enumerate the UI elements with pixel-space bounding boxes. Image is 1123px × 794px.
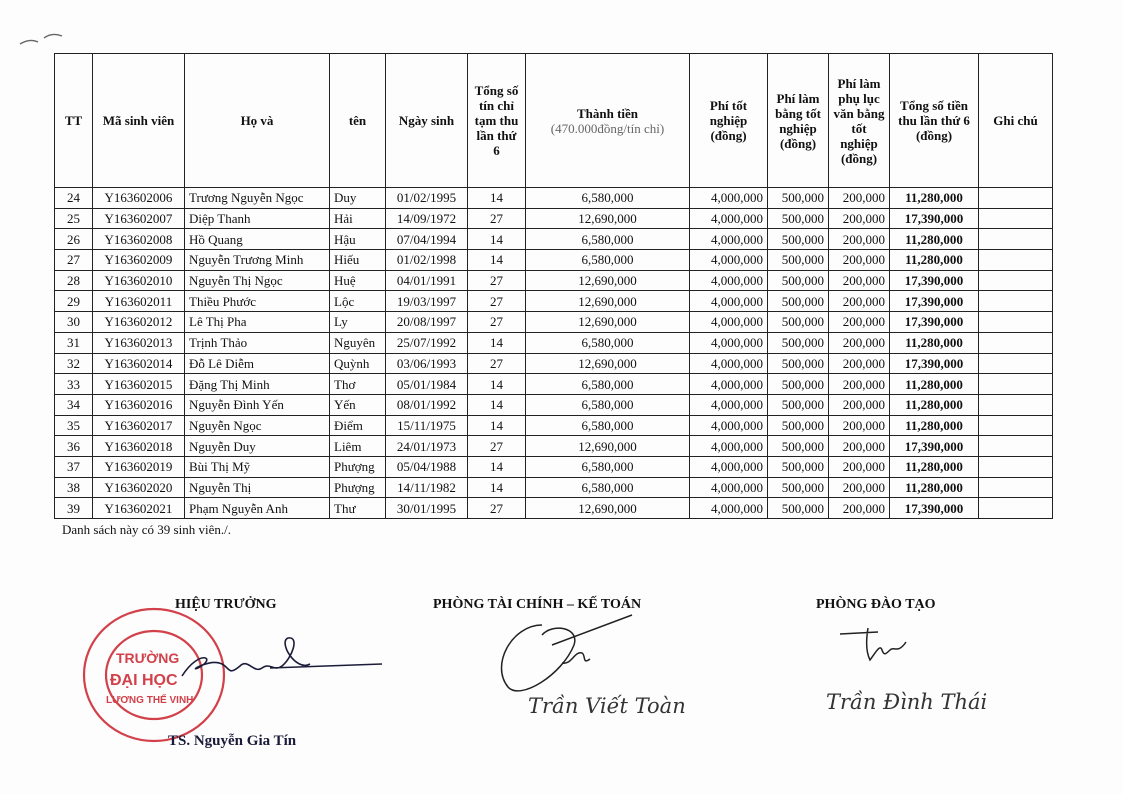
cell-credits: 27 [468,498,526,519]
cell-surname: Hồ Quang [185,229,330,250]
cell-note [979,250,1053,271]
cell-credits: 14 [468,477,526,498]
cell-diploma-fee: 500,000 [768,332,829,353]
cell-credits: 27 [468,208,526,229]
cell-total: 11,280,000 [890,415,979,436]
table-row [55,188,1053,209]
table-row [55,229,1053,250]
cell-given-name: Phượng [330,456,386,477]
table-row [55,208,1053,229]
table-row [55,312,1053,333]
header-total: Tổng số tiền thu lần thứ 6 (đồng) [890,54,979,188]
cell-birth-date: 07/04/1994 [386,229,468,250]
cell-total: 11,280,000 [890,250,979,271]
cell-total: 11,280,000 [890,477,979,498]
cell-credits: 14 [468,374,526,395]
cell-total: 11,280,000 [890,332,979,353]
cell-graduation-fee: 4,000,000 [690,353,768,374]
cell-diploma-fee: 500,000 [768,312,829,333]
cell-credits: 14 [468,250,526,271]
header-birth-date: Ngày sinh [386,54,468,188]
cell-note [979,229,1053,250]
cell-graduation-fee: 4,000,000 [690,332,768,353]
table-row [55,415,1053,436]
cell-diploma-fee: 500,000 [768,374,829,395]
cell-appendix-fee: 200,000 [829,332,890,353]
cell-note [979,394,1053,415]
cell-tt: 39 [55,498,93,519]
cell-appendix-fee: 200,000 [829,353,890,374]
cell-surname: Nguyễn Duy [185,436,330,457]
principal-name: TS. Nguyễn Gia Tín [168,733,297,749]
cell-note [979,374,1053,395]
cell-diploma-fee: 500,000 [768,477,829,498]
stamp-text-top: TRƯỜNG [116,650,180,666]
cell-tt: 34 [55,394,93,415]
cell-total: 17,390,000 [890,436,979,457]
stamp-text-mid: ĐẠI HỌC [110,672,178,689]
table-row [55,374,1053,395]
cell-student-id: Y163602020 [93,477,185,498]
cell-given-name: Hiếu [330,250,386,271]
cell-given-name: Hậu [330,229,386,250]
cell-surname: Nguyễn Thị Ngọc [185,270,330,291]
cell-birth-date: 24/01/1973 [386,436,468,457]
header-amount [526,54,690,188]
table-row [55,498,1053,519]
cell-birth-date: 14/11/1982 [386,477,468,498]
cell-student-id: Y163602007 [93,208,185,229]
cell-diploma-fee: 500,000 [768,498,829,519]
training-dept-title: PHÒNG ĐÀO TẠO [816,597,936,612]
cell-amount: 6,580,000 [526,229,690,250]
table-row [55,250,1053,271]
cell-surname: Nguyễn Trương Minh [185,250,330,271]
cell-birth-date: 01/02/1995 [386,188,468,209]
cell-student-id: Y163602019 [93,456,185,477]
cell-student-id: Y163602011 [93,291,185,312]
cell-credits: 14 [468,188,526,209]
cell-graduation-fee: 4,000,000 [690,415,768,436]
cell-total: 11,280,000 [890,374,979,395]
cell-graduation-fee: 4,000,000 [690,456,768,477]
cell-student-id: Y163602009 [93,250,185,271]
cell-student-id: Y163602017 [93,415,185,436]
cell-graduation-fee: 4,000,000 [690,229,768,250]
cell-tt: 32 [55,353,93,374]
cell-graduation-fee: 4,000,000 [690,477,768,498]
cell-given-name: Thơ [330,374,386,395]
cell-amount: 6,580,000 [526,188,690,209]
cell-total: 17,390,000 [890,291,979,312]
cell-student-id: Y163602010 [93,270,185,291]
cell-student-id: Y163602013 [93,332,185,353]
cell-given-name: Liêm [330,436,386,457]
cell-diploma-fee: 500,000 [768,291,829,312]
cell-note [979,456,1053,477]
cell-diploma-fee: 500,000 [768,188,829,209]
cell-tt: 30 [55,312,93,333]
finance-signature [482,605,652,705]
cell-total: 17,390,000 [890,353,979,374]
table-row [55,436,1053,457]
header-diploma-fee: Phí làm bằng tốt nghiệp (đồng) [768,54,829,188]
header-amount-rate: (470.000đồng/tín chỉ) [550,120,665,136]
cell-birth-date: 30/01/1995 [386,498,468,519]
cell-tt: 27 [55,250,93,271]
cell-graduation-fee: 4,000,000 [690,436,768,457]
cell-amount: 6,580,000 [526,332,690,353]
cell-credits: 14 [468,229,526,250]
cell-surname: Bùi Thị Mỹ [185,456,330,477]
cell-appendix-fee: 200,000 [829,208,890,229]
cell-student-id: Y163602015 [93,374,185,395]
cell-amount: 12,690,000 [526,436,690,457]
cell-appendix-fee: 200,000 [829,250,890,271]
cell-birth-date: 03/06/1993 [386,353,468,374]
cell-birth-date: 15/11/1975 [386,415,468,436]
cell-appendix-fee: 200,000 [829,415,890,436]
cell-tt: 38 [55,477,93,498]
cell-given-name: Duy [330,188,386,209]
cell-graduation-fee: 4,000,000 [690,394,768,415]
cell-surname: Diệp Thanh [185,208,330,229]
table-row [55,332,1053,353]
header-tt: TT [55,54,93,188]
cell-note [979,498,1053,519]
cell-graduation-fee: 4,000,000 [690,291,768,312]
scan-mark [18,30,68,50]
cell-given-name: Yến [330,394,386,415]
finance-handwritten-name: Trần Viết Toàn [528,694,686,718]
cell-appendix-fee: 200,000 [829,477,890,498]
cell-graduation-fee: 4,000,000 [690,188,768,209]
cell-appendix-fee: 200,000 [829,270,890,291]
cell-birth-date: 05/04/1988 [386,456,468,477]
cell-amount: 12,690,000 [526,291,690,312]
cell-surname: Nguyễn Thị [185,477,330,498]
header-credits: Tổng số tín chỉ tạm thu lần thứ 6 [468,54,526,188]
cell-student-id: Y163602021 [93,498,185,519]
cell-graduation-fee: 4,000,000 [690,374,768,395]
cell-appendix-fee: 200,000 [829,374,890,395]
cell-student-id: Y163602012 [93,312,185,333]
cell-appendix-fee: 200,000 [829,498,890,519]
cell-amount: 6,580,000 [526,477,690,498]
cell-tt: 37 [55,456,93,477]
cell-appendix-fee: 200,000 [829,229,890,250]
cell-birth-date: 05/01/1984 [386,374,468,395]
stamp-text-bottom: LƯƠNG THẾ VINH [106,695,194,706]
training-signature [836,620,926,665]
cell-given-name: Thư [330,498,386,519]
cell-note [979,332,1053,353]
cell-student-id: Y163602008 [93,229,185,250]
cell-given-name: Hải [330,208,386,229]
table-row [55,291,1053,312]
cell-tt: 36 [55,436,93,457]
cell-tt: 33 [55,374,93,395]
cell-amount: 6,580,000 [526,456,690,477]
cell-student-id: Y163602014 [93,353,185,374]
cell-surname: Phạm Nguyễn Anh [185,498,330,519]
cell-graduation-fee: 4,000,000 [690,498,768,519]
cell-note [979,270,1053,291]
cell-tt: 29 [55,291,93,312]
cell-appendix-fee: 200,000 [829,188,890,209]
cell-note [979,291,1053,312]
cell-tt: 28 [55,270,93,291]
cell-total: 11,280,000 [890,456,979,477]
cell-given-name: Ly [330,312,386,333]
table-row [55,394,1053,415]
cell-credits: 27 [468,436,526,457]
cell-given-name: Huệ [330,270,386,291]
footer-note: Danh sách này có 39 sinh viên./. [62,522,231,537]
cell-appendix-fee: 200,000 [829,291,890,312]
cell-note [979,208,1053,229]
cell-credits: 27 [468,291,526,312]
principal-title: HIỆU TRƯỞNG [175,597,277,612]
cell-amount: 6,580,000 [526,394,690,415]
header-note: Ghi chú [979,54,1053,188]
cell-total: 17,390,000 [890,498,979,519]
cell-diploma-fee: 500,000 [768,229,829,250]
cell-credits: 27 [468,270,526,291]
cell-birth-date: 25/07/1992 [386,332,468,353]
cell-note [979,415,1053,436]
cell-amount: 12,690,000 [526,312,690,333]
cell-birth-date: 19/03/1997 [386,291,468,312]
cell-credits: 14 [468,415,526,436]
cell-given-name: Điểm [330,415,386,436]
cell-amount: 12,690,000 [526,353,690,374]
cell-appendix-fee: 200,000 [829,312,890,333]
table-body [55,188,1053,519]
header-amount-title: Thành tiền [576,105,639,121]
cell-student-id: Y163602018 [93,436,185,457]
table-row [55,353,1053,374]
cell-total: 17,390,000 [890,208,979,229]
cell-tt: 31 [55,332,93,353]
cell-note [979,188,1053,209]
cell-credits: 14 [468,332,526,353]
principal-signature [170,628,395,693]
cell-birth-date: 04/01/1991 [386,270,468,291]
header-surname: Họ và [185,54,330,188]
cell-birth-date: 20/08/1997 [386,312,468,333]
cell-given-name: Nguyên [330,332,386,353]
cell-appendix-fee: 200,000 [829,456,890,477]
cell-birth-date: 14/09/1972 [386,208,468,229]
cell-note [979,312,1053,333]
cell-total: 11,280,000 [890,188,979,209]
table-row [55,477,1053,498]
cell-credits: 14 [468,456,526,477]
cell-diploma-fee: 500,000 [768,394,829,415]
cell-surname: Đỗ Lê Diễm [185,353,330,374]
cell-tt: 26 [55,229,93,250]
cell-amount: 6,580,000 [526,415,690,436]
cell-note [979,353,1053,374]
cell-amount: 12,690,000 [526,208,690,229]
cell-given-name: Phượng [330,477,386,498]
cell-appendix-fee: 200,000 [829,394,890,415]
cell-diploma-fee: 500,000 [768,270,829,291]
cell-surname: Thiều Phước [185,291,330,312]
cell-total: 11,280,000 [890,394,979,415]
header-graduation-fee: Phí tốt nghiệp (đồng) [690,54,768,188]
cell-surname: Lê Thị Pha [185,312,330,333]
cell-note [979,436,1053,457]
finance-dept-title: PHÒNG TÀI CHÍNH – KẾ TOÁN [433,597,642,612]
cell-amount: 12,690,000 [526,270,690,291]
cell-appendix-fee: 200,000 [829,436,890,457]
cell-tt: 25 [55,208,93,229]
header-student-id: Mã sinh viên [93,54,185,188]
cell-surname: Nguyễn Đình Yến [185,394,330,415]
cell-credits: 27 [468,353,526,374]
header-appendix-fee: Phí làm phụ lục văn bằng tốt nghiệp (đồng) [829,54,890,188]
cell-total: 11,280,000 [890,229,979,250]
training-handwritten-name: Trần Đình Thái [826,690,988,714]
cell-surname: Đặng Thị Minh [185,374,330,395]
cell-given-name: Lộc [330,291,386,312]
cell-surname: Trương Nguyễn Ngọc [185,188,330,209]
cell-tt: 35 [55,415,93,436]
cell-surname: Trịnh Thảo [185,332,330,353]
cell-note [979,477,1053,498]
table-header-row [55,54,1053,188]
cell-amount: 12,690,000 [526,498,690,519]
cell-total: 17,390,000 [890,312,979,333]
cell-given-name: Quỳnh [330,353,386,374]
table-row [55,456,1053,477]
cell-graduation-fee: 4,000,000 [690,208,768,229]
cell-student-id: Y163602016 [93,394,185,415]
cell-tt: 24 [55,188,93,209]
cell-diploma-fee: 500,000 [768,353,829,374]
cell-birth-date: 01/02/1998 [386,250,468,271]
cell-diploma-fee: 500,000 [768,436,829,457]
cell-amount: 6,580,000 [526,250,690,271]
cell-diploma-fee: 500,000 [768,415,829,436]
header-given-name: tên [330,54,386,188]
table-row [55,270,1053,291]
cell-surname: Nguyễn Ngọc [185,415,330,436]
cell-graduation-fee: 4,000,000 [690,312,768,333]
cell-credits: 27 [468,312,526,333]
cell-total: 17,390,000 [890,270,979,291]
cell-graduation-fee: 4,000,000 [690,250,768,271]
cell-diploma-fee: 500,000 [768,456,829,477]
cell-birth-date: 08/01/1992 [386,394,468,415]
cell-diploma-fee: 500,000 [768,250,829,271]
fee-table [54,53,1053,519]
cell-diploma-fee: 500,000 [768,208,829,229]
cell-graduation-fee: 4,000,000 [690,270,768,291]
cell-credits: 14 [468,394,526,415]
cell-amount: 6,580,000 [526,374,690,395]
cell-student-id: Y163602006 [93,188,185,209]
